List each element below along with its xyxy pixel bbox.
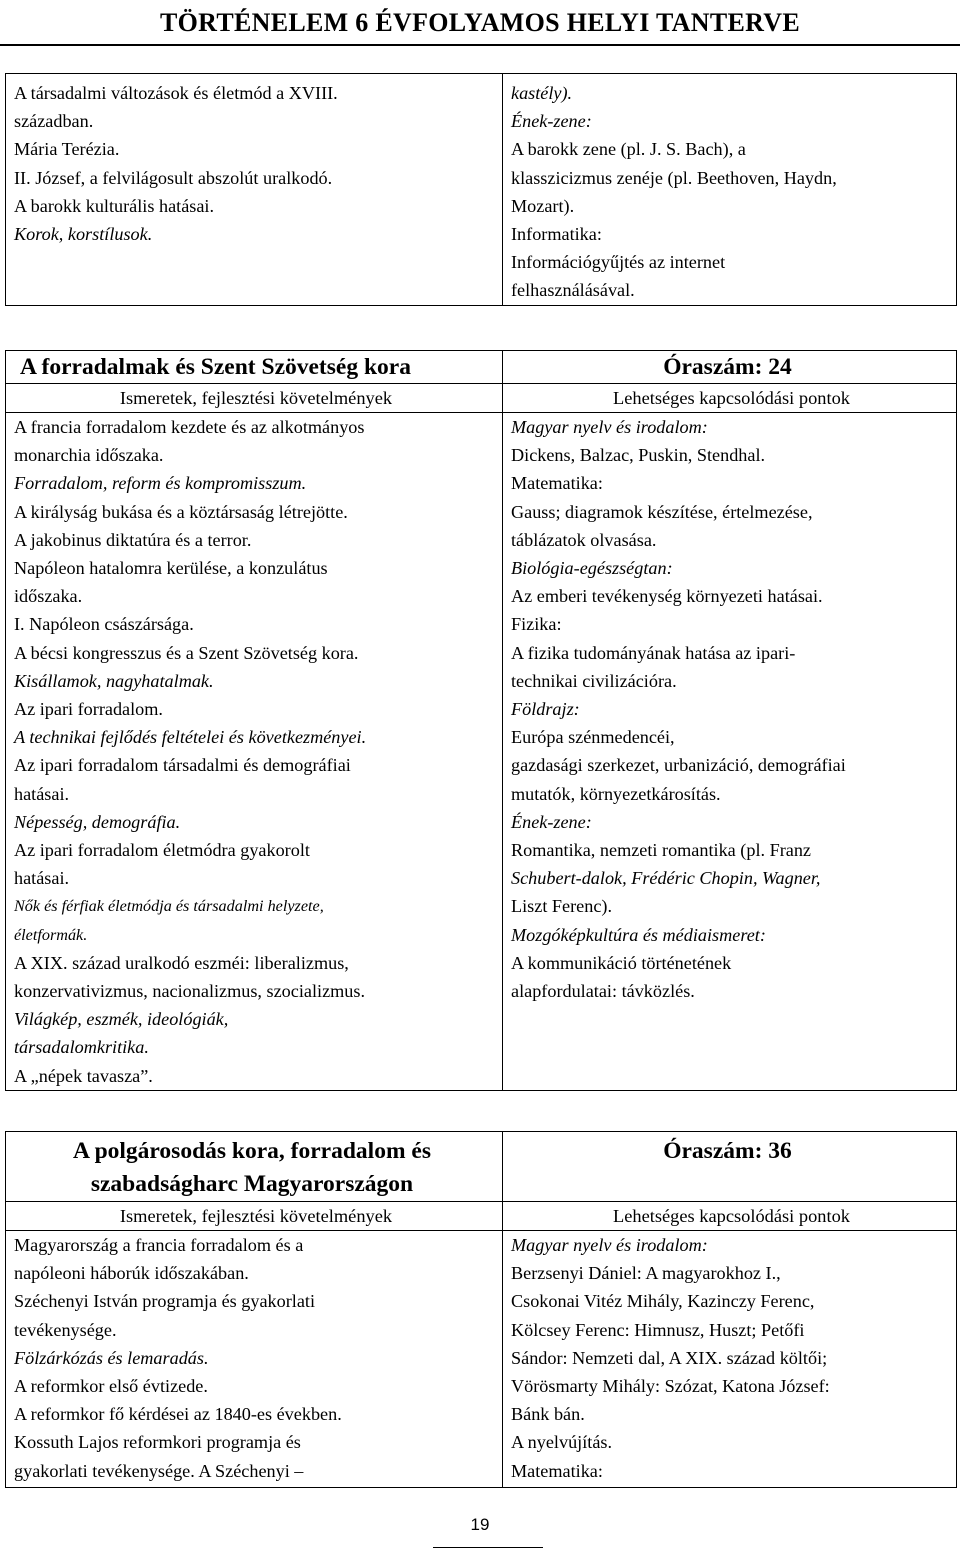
knowledge-cell	[6, 413, 503, 1091]
unit-title: A forradalmak és Szent Szövetség kora	[6, 351, 503, 384]
unit-hours: Óraszám: 36	[503, 1132, 957, 1202]
text-line: hatásai.	[14, 783, 70, 804]
text-line: Bánk bán.	[511, 1404, 585, 1425]
text-line: Nők és férfiak életmódja és társadalmi helyzete,	[14, 897, 324, 916]
text-line: Romantika, nemzeti romantika (pl. Franz	[511, 840, 812, 861]
knowledge-cell	[6, 1231, 503, 1488]
text-line: Mária Terézia.	[14, 139, 120, 160]
text-line: Kisállamok, nagyhatalmak.	[14, 670, 214, 691]
text-line: Európa szénmedencéi,	[511, 727, 675, 748]
text-line: Az ipari forradalom.	[14, 699, 163, 720]
text-line: században.	[14, 111, 94, 132]
connections-cell	[503, 1231, 957, 1488]
text-line: gazdasági szerkezet, urbanizáció, demográfiai	[511, 755, 846, 776]
text-line: A kommunikáció történetének	[511, 952, 732, 973]
text-line: Liszt Ferenc).	[511, 896, 612, 917]
text-line: Az ipari forradalom társadalmi és demográfiai	[14, 755, 351, 776]
header-divider	[0, 44, 960, 46]
text-line: Kossuth Lajos reformkori programja és	[14, 1432, 301, 1453]
text-line: Berzsenyi Dániel: A magyarokhoz I.,	[511, 1263, 781, 1284]
text-line: felhasználásával.	[511, 280, 635, 301]
text-line: monarchia időszaka.	[14, 445, 164, 466]
text-line: I. Napóleon császársága.	[14, 614, 194, 635]
text-line: A nyelvújítás.	[511, 1432, 613, 1453]
continuation-table	[5, 73, 957, 306]
text-line: hatásai.	[14, 868, 70, 889]
unit-table-hungary	[5, 1131, 957, 1488]
text-line: A technikai fejlődés feltételei és következményei.	[14, 727, 367, 748]
column-header-connections: Lehetséges kapcsolódási pontok	[503, 1202, 957, 1231]
text-line: A fizika tudományának hatása az ipari-	[511, 642, 796, 663]
text-line: A „népek tavasza”.	[14, 1065, 153, 1086]
text-line: Földrajz:	[511, 699, 580, 720]
text-line: Fizika:	[511, 614, 562, 635]
text-line: Napóleon hatalomra kerülése, a konzulátus	[14, 558, 328, 579]
text-line: Magyarország a francia forradalom és a	[14, 1235, 304, 1255]
text-line: klasszicizmus zenéje (pl. Beethoven, Haydn,	[511, 167, 837, 188]
text-line: A bécsi kongresszus és a Szent Szövetség kora.	[14, 642, 359, 663]
text-line: Széchenyi István programja és gyakorlati	[14, 1291, 315, 1312]
text-line: konzervativizmus, nacionalizmus, szocializmus.	[14, 981, 366, 1002]
footer-divider	[433, 1547, 543, 1548]
text-line: Az emberi tevékenység környezeti hatásai.	[511, 586, 823, 607]
text-line: Ének-zene:	[511, 111, 592, 132]
text-line: A francia forradalom kezdete és az alkotmányos	[14, 417, 365, 437]
text-line: kastély).	[511, 83, 573, 103]
unit-title: A polgárosodás kora, forradalom és szabadságharc Magyarországon	[6, 1132, 503, 1202]
text-line: Matematika:	[511, 473, 603, 494]
page-number: 19	[470, 1515, 490, 1534]
text-line: Biológia-egészségtan:	[511, 558, 673, 579]
text-line: A jakobinus diktatúra és a terror.	[14, 529, 252, 550]
text-line: életformák.	[14, 925, 88, 944]
unit-hours: Óraszám: 24	[503, 351, 957, 384]
text-line: tevékenysége.	[14, 1319, 117, 1340]
text-line: napóleoni háborúk időszakában.	[14, 1263, 249, 1284]
text-line: táblázatok olvasása.	[511, 529, 657, 550]
knowledge-cell	[6, 74, 503, 306]
connections-cell	[503, 413, 957, 1091]
connections-cell	[503, 74, 957, 306]
page-title: TÖRTÉNELEM 6 ÉVFOLYAMOS HELYI TANTERVE	[160, 8, 800, 37]
text-line: Schubert-dalok, Frédéric Chopin, Wagner,	[511, 868, 821, 889]
text-line: A barokk zene (pl. J. S. Bach), a	[511, 139, 746, 160]
text-line: Vörösmarty Mihály: Szózat, Katona József:	[511, 1376, 830, 1397]
text-line: Matematika:	[511, 1460, 603, 1481]
text-line: A XIX. század uralkodó eszméi: liberalizmus,	[14, 952, 349, 973]
text-line: technikai civilizációra.	[511, 670, 677, 691]
text-line: Korok, korstílusok.	[14, 224, 153, 245]
text-line: A királyság bukása és a köztársaság létrejötte.	[14, 501, 348, 522]
text-line: Világkép, eszmék, ideológiák,	[14, 1009, 229, 1030]
unit-table-revolutions	[5, 350, 957, 1091]
text-line: Népesség, demográfia.	[14, 811, 181, 832]
column-header-knowledge: Ismeretek, fejlesztési követelmények	[6, 384, 503, 413]
column-header-knowledge: Ismeretek, fejlesztési követelmények	[6, 1202, 503, 1231]
text-line: Sándor: Nemzeti dal, A XIX. század költői;	[511, 1347, 828, 1368]
text-line: Az ipari forradalom életmódra gyakorolt	[14, 840, 310, 861]
column-header-connections: Lehetséges kapcsolódási pontok	[503, 384, 957, 413]
text-line: Informatika:	[511, 224, 602, 245]
text-line: gyakorlati tevékenysége. A Széchenyi –	[14, 1460, 304, 1481]
text-line: Csokonai Vitéz Mihály, Kazinczy Ferenc,	[511, 1291, 815, 1312]
text-line: alapfordulatai: távközlés.	[511, 981, 695, 1002]
text-line: Magyar nyelv és irodalom:	[511, 1235, 708, 1255]
text-line: A reformkor első évtizede.	[14, 1376, 208, 1397]
text-line: időszaka.	[14, 586, 83, 607]
text-line: Mozart).	[511, 195, 575, 216]
text-line: II. József, a felvilágosult abszolút uralkodó.	[14, 167, 333, 188]
text-line: A barokk kulturális hatásai.	[14, 195, 215, 216]
text-line: társadalomkritika.	[14, 1037, 149, 1058]
text-line: Kölcsey Ferenc: Himnusz, Huszt; Petőfi	[511, 1319, 805, 1340]
text-line: A reformkor fő kérdései az 1840-es években.	[14, 1404, 342, 1425]
text-line: A társadalmi változások és életmód a XVIII.	[14, 83, 338, 103]
text-line: Dickens, Balzac, Puskin, Stendhal.	[511, 445, 766, 466]
text-line: Információgyűjtés az internet	[511, 252, 726, 273]
text-line: Mozgóképkultúra és médiaismeret:	[511, 924, 766, 945]
text-line: Ének-zene:	[511, 811, 592, 832]
text-line: mutatók, környezetkárosítás.	[511, 783, 721, 804]
text-line: Fölzárkózás és lemaradás.	[14, 1347, 209, 1368]
text-line: Gauss; diagramok készítése, értelmezése,	[511, 501, 813, 522]
text-line: Magyar nyelv és irodalom:	[511, 417, 708, 437]
text-line: Forradalom, reform és kompromisszum.	[14, 473, 307, 494]
